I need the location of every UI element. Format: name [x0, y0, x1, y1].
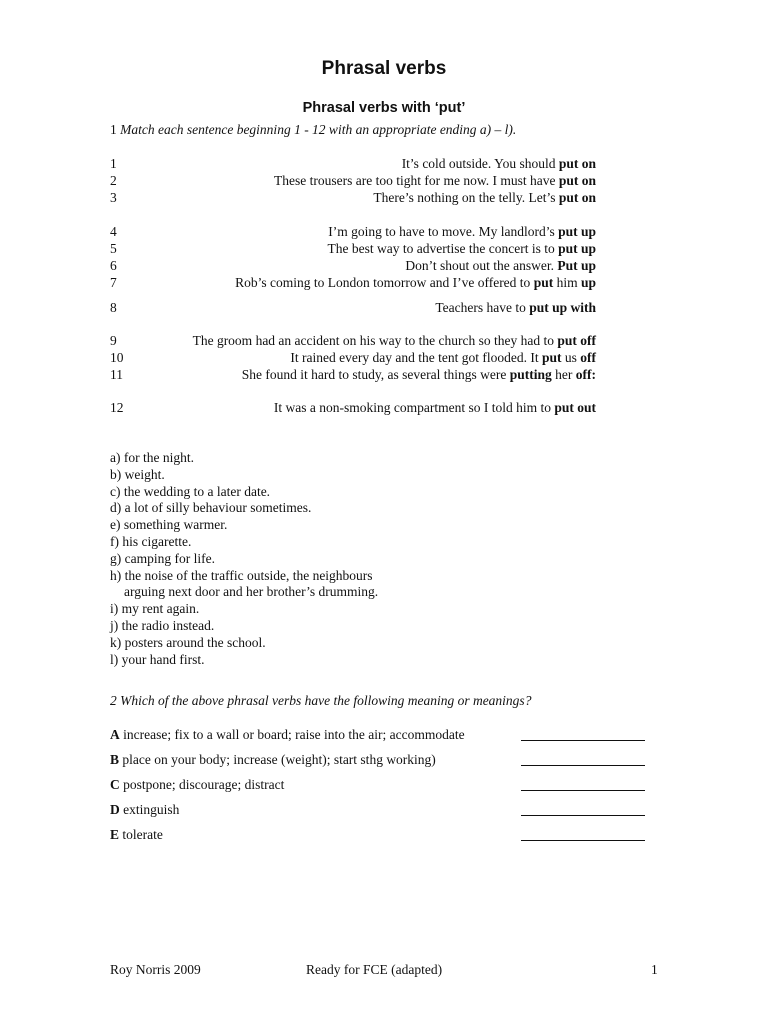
phrasal-verb: put: [541, 350, 562, 365]
exercise-1-instruction: [110, 122, 516, 138]
sentence-number: 8: [110, 300, 117, 315]
exercise-1-instruction-text: Match each sentence beginning 1 - 12 with an appropriate ending a) – l).: [120, 122, 517, 137]
phrasal-particle: off: [580, 350, 596, 365]
phrasal-verb: put: [533, 275, 554, 290]
meaning-row: [110, 827, 645, 845]
meaning-row: [110, 752, 645, 770]
meaning-text: B place on your body; increase (weight); start sthg working): [110, 752, 436, 767]
meaning-letter: B: [110, 752, 120, 767]
sentence-row: [110, 190, 596, 207]
meaning-letter: C: [110, 777, 120, 792]
sentence-number: 5: [110, 241, 117, 256]
sentence-text: It was a non-smoking compartment so I told him to put out: [273, 400, 596, 415]
sentence-text: Don’t shout out the answer. Put up: [405, 258, 596, 273]
ending-item: l) your hand first.: [110, 651, 205, 667]
exercise-1-number: 1: [110, 122, 117, 137]
exercise-2-question: 2 Which of the above phrasal verbs have the following meaning or meanings?: [110, 693, 532, 708]
phrasal-verb: put up: [558, 224, 596, 239]
sentence-row: [110, 350, 596, 367]
answer-blank: [521, 790, 645, 791]
meaning-text: A increase; fix to a wall or board; raise into the air; accommodate: [110, 727, 465, 742]
ending-item: e) something warmer.: [110, 517, 228, 533]
ending-item: f) his cigarette.: [110, 534, 192, 549]
phrasal-verb: put on: [558, 190, 596, 205]
phrasal-verb: put up: [558, 241, 596, 256]
phrasal-particle: off:: [575, 367, 596, 382]
answer-blank: [521, 765, 645, 766]
meaning-letter: D: [110, 802, 120, 817]
sentence-number: 1: [110, 156, 117, 171]
meaning-row: [110, 727, 645, 745]
meaning-text: D extinguish: [110, 802, 180, 817]
sentence-text: It’s cold outside. You should put on: [401, 156, 596, 171]
footer-author: Roy Norris 2009: [110, 962, 201, 977]
sentence-text: The best way to advertise the concert is to put up: [327, 241, 596, 256]
sentence-text: The groom had an accident on his way to the church so they had to put off: [192, 333, 596, 348]
sentence-number: 12: [110, 400, 124, 415]
sentence-number: 2: [110, 173, 117, 188]
sentence-row: [110, 156, 596, 173]
ending-item: g) camping for life.: [110, 550, 215, 566]
sentence-text: Teachers have to put up with: [435, 300, 596, 315]
footer-source: Ready for FCE (adapted): [306, 962, 443, 977]
ending-item: a) for the night.: [110, 450, 194, 465]
phrasal-verb: put up with: [529, 300, 596, 315]
sentence-row: [110, 367, 596, 384]
sentence-row: [110, 241, 596, 258]
phrasal-verb: put out: [554, 400, 596, 415]
meaning-row: [110, 777, 645, 795]
sentence-text: It rained every day and the tent got flooded. It put us off: [290, 350, 596, 365]
sentence-row: [110, 275, 596, 292]
ending-item: i) my rent again.: [110, 601, 200, 617]
meaning-letter: E: [110, 827, 120, 842]
phrasal-verb: putting: [509, 367, 552, 382]
phrasal-verb: put on: [558, 173, 596, 188]
sentence-row: [110, 258, 596, 275]
meaning-letter: A: [110, 727, 120, 742]
sentence-number: 4: [110, 224, 117, 239]
sentence-number: 9: [110, 333, 117, 348]
ending-item: c) the wedding to a later date.: [110, 483, 271, 499]
ending-item: d) a lot of silly behaviour sometimes.: [110, 500, 312, 516]
sentence-row: [110, 300, 596, 317]
meaning-text: C postpone; discourage; distract: [110, 777, 285, 792]
ending-item: arguing next door and her brother’s drumming.: [124, 584, 379, 600]
sentence-number: 3: [110, 190, 117, 205]
sentence-text: Rob’s coming to London tomorrow and I’ve offered to put him up: [235, 275, 596, 290]
sentence-number: 10: [110, 350, 124, 365]
phrasal-verb: Put up: [557, 258, 596, 273]
sentence-text: These trousers are too tight for me now. I must have put on: [274, 173, 596, 188]
meaning-row: [110, 802, 645, 820]
sentence-row: [110, 173, 596, 190]
phrasal-particle: up: [580, 275, 596, 290]
ending-item: h) the noise of the traffic outside, the neighbours: [110, 567, 373, 583]
sentence-row: [110, 400, 596, 417]
footer-page-number: 1: [651, 962, 658, 977]
sentence-number: 6: [110, 258, 117, 273]
sentence-number: 11: [110, 367, 123, 382]
section-subtitle: Phrasal verbs with ‘put’: [302, 100, 466, 116]
answer-blank: [521, 815, 645, 816]
page-title: Phrasal verbs: [321, 58, 447, 79]
phrasal-verb: put on: [558, 156, 596, 171]
sentence-row: [110, 224, 596, 241]
ending-item: k) posters around the school.: [110, 634, 266, 650]
sentence-row: [110, 333, 596, 350]
ending-item: j) the radio instead.: [110, 618, 215, 633]
answer-blank: [521, 840, 645, 841]
sentence-text: I’m going to have to move. My landlord’s put up: [328, 224, 596, 239]
sentence-text: There’s nothing on the telly. Let’s put on: [373, 190, 596, 205]
sentence-text: She found it hard to study, as several things were putting her off:: [241, 367, 596, 382]
answer-blank: [521, 740, 645, 741]
meaning-text: E tolerate: [110, 827, 163, 842]
phrasal-verb: put off: [557, 333, 596, 348]
ending-item: b) weight.: [110, 466, 165, 482]
sentence-number: 7: [110, 275, 117, 290]
